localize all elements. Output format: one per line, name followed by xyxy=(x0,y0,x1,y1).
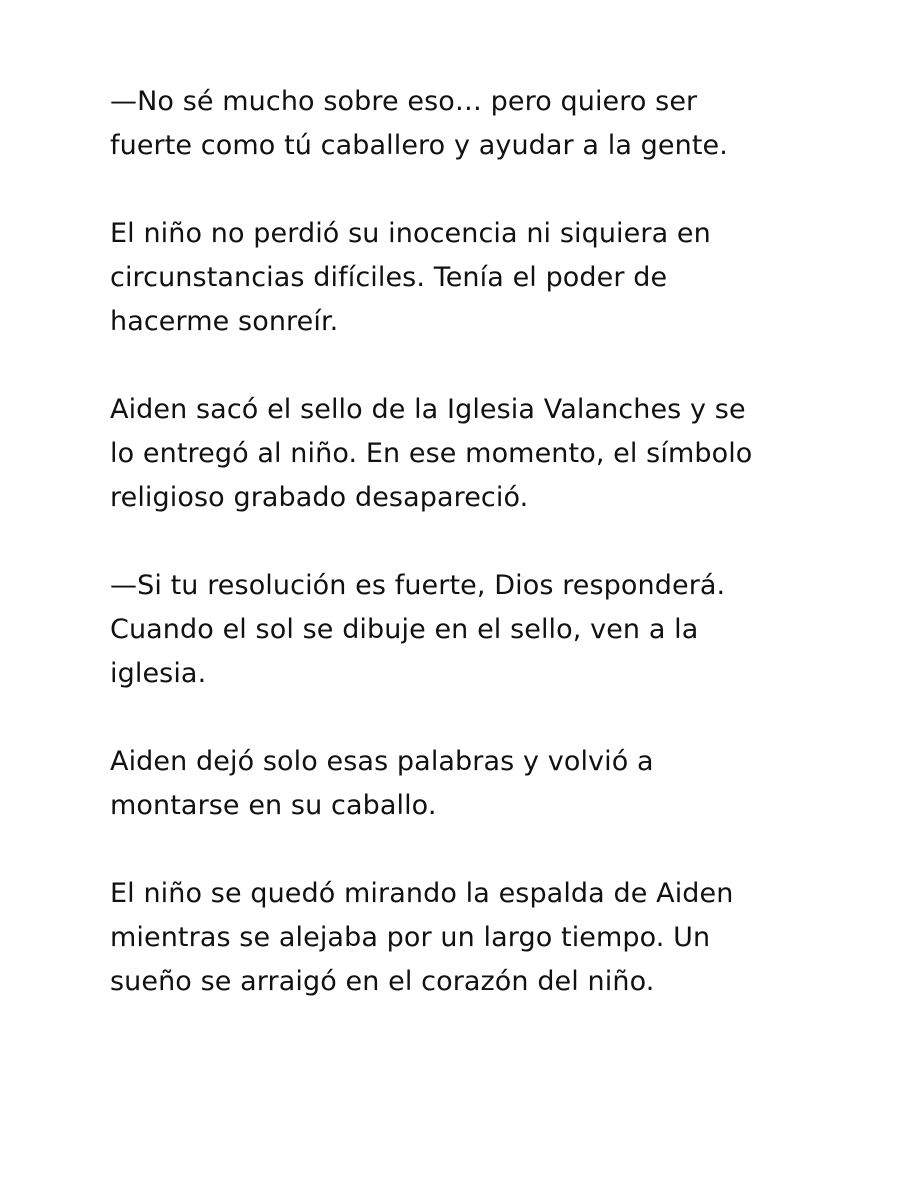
paragraph-1 xyxy=(110,80,810,168)
paragraph-6 xyxy=(110,872,810,1004)
document-page xyxy=(110,80,810,1048)
paragraph-line: sueño se arraigó en el corazón del niño. xyxy=(110,966,655,997)
paragraph-4 xyxy=(110,564,810,696)
paragraph-line: fuerte como tú caballero y ayudar a la gente. xyxy=(110,130,728,161)
paragraph-3 xyxy=(110,388,810,520)
paragraph-line: Cuando el sol se dibuje en el sello, ven a la xyxy=(110,614,699,645)
paragraph-line: hacerme sonreír. xyxy=(110,306,339,337)
paragraph-line: circunstancias difíciles. Tenía el poder de xyxy=(110,262,668,293)
paragraph-line: religioso grabado desapareció. xyxy=(110,482,529,513)
paragraph-line: —Si tu resolución es fuerte, Dios responderá. xyxy=(110,570,726,601)
paragraph-line: lo entregó al niño. En ese momento, el símbolo xyxy=(110,438,753,469)
paragraph-line: Aiden dejó solo esas palabras y volvió a xyxy=(110,746,654,777)
paragraph-line: El niño se quedó mirando la espalda de Aiden xyxy=(110,878,734,909)
paragraph-line: Aiden sacó el sello de la Iglesia Valanches y se xyxy=(110,394,746,425)
paragraph-line: mientras se alejaba por un largo tiempo. Un xyxy=(110,922,711,953)
paragraph-5 xyxy=(110,740,810,828)
paragraph-line: —No sé mucho sobre eso… pero quiero ser xyxy=(110,86,698,117)
paragraph-line: El niño no perdió su inocencia ni siquiera en xyxy=(110,218,711,249)
paragraph-line: iglesia. xyxy=(110,658,207,689)
paragraph-2 xyxy=(110,212,810,344)
paragraph-line: montarse en su caballo. xyxy=(110,790,437,821)
